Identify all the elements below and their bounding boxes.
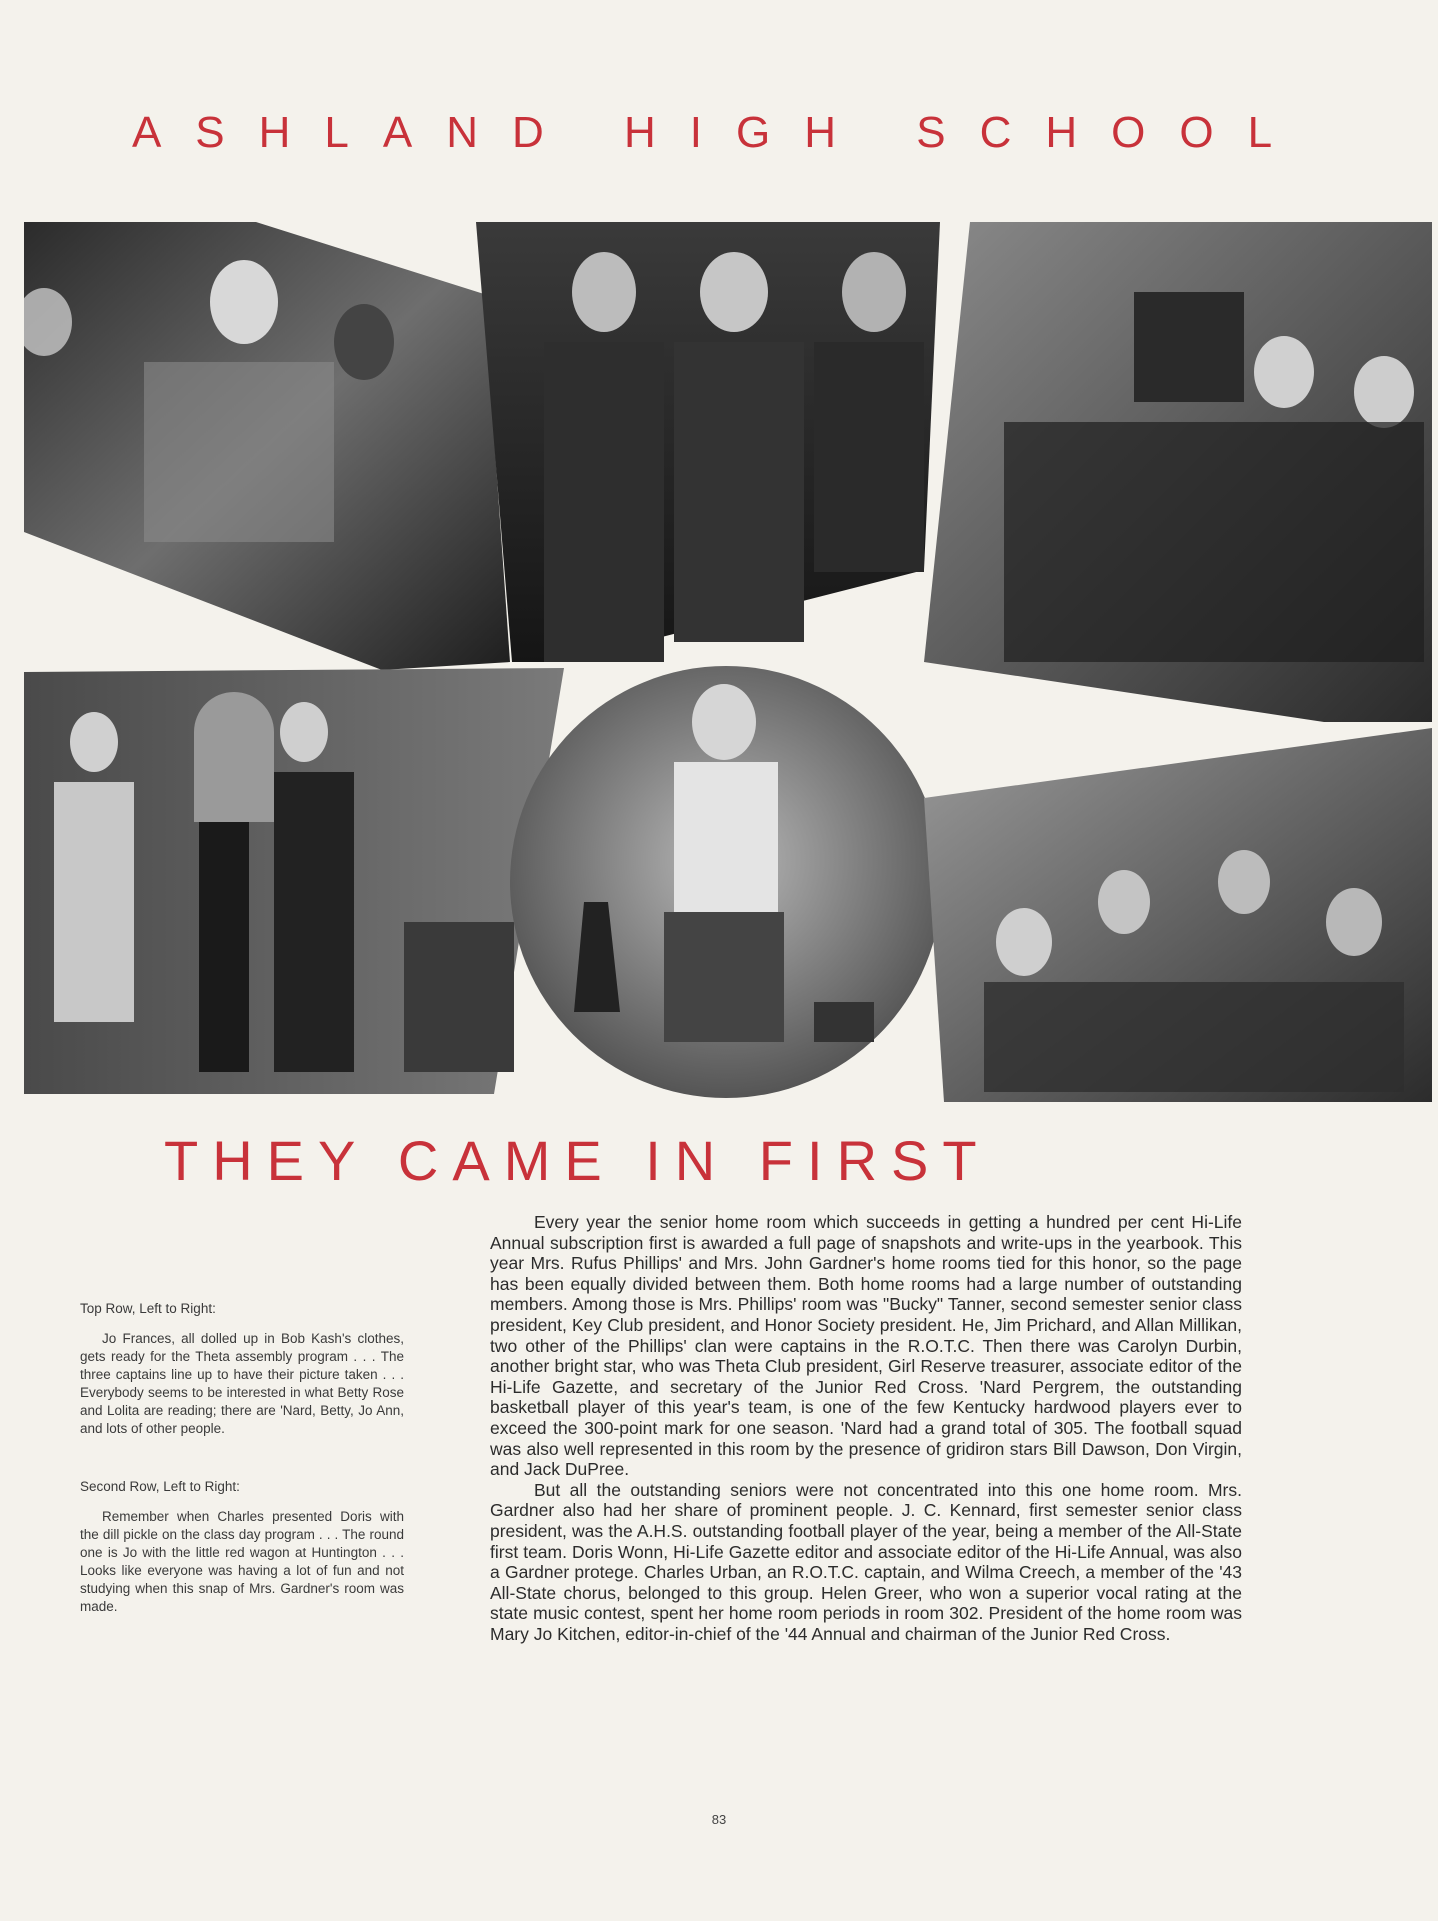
article-paragraph-2: But all the outstanding seniors were not concentrated into this one home room. Mrs. Gardner also had her share of prominent people. J. C. Kennard, first semester senior class president, was the A.H.S. outstanding football player of the year, being a member of the All-State first team. Doris Wonn, Hi-Life Gazette editor and associate editor of the Hi-Life Annual, was also a Gardner protege. Charles Urban, an R.O.T.C. captain, and Wilma Creech, a member of the '43 All-State chorus, belonged to this group. Helen Greer, who won a superior vocal rating at the state music contest, spent her home room periods in room 302. President of the home room was Mary Jo Kitchen, editor-in-chief of the '44 Annual and chairman of the Junior Red Cross. xyxy=(490,1479,1242,1644)
photo-second-center-round xyxy=(510,666,942,1098)
photo-collage xyxy=(24,222,1432,1102)
photo-top-center xyxy=(476,222,940,662)
article-paragraph-1: Every year the senior home room which succeeds in getting a hundred per cent Hi-Life Annual subscription first is awarded a full page of snapshots and write-ups in the yearbook. This year Mrs. Rufus Phillips' and Mrs. John Gardner's home rooms tied for this honor, so the page has been equally divided between them. Both home rooms had a large number of outstanding members. Among those is Mrs. Phillips' room was "Bucky" Tanner, second semester senior class president, Key Club president, and Honor Society president. He, Jim Prichard, and Allan Millikan, two other of the Phillips' clan were captains in the R.O.T.C. Then there was Carolyn Durbin, another bright star, who was Theta Club president, Girl Reserve treasurer, associate editor of the Hi-Life Gazette, and secretary of the Junior Red Cross. 'Nard Pergrem, the outstanding basketball player of this year's team, is one of the few Kentucky hardwood players ever to exceed the 300-point mark for one season. 'Nard had a grand total of 305. The football squad was also well represented in this room by the presence of gridiron stars Bill Dawson, Don Virgin, and Jack DuPree. xyxy=(490,1212,1242,1480)
page-header: ASHLAND HIGH SCHOOL xyxy=(131,108,1307,157)
photo-second-left xyxy=(24,668,564,1094)
top-row-caption-heading: Top Row, Left to Right: xyxy=(80,1301,216,1316)
page-number: 83 xyxy=(711,1812,727,1827)
photo-top-right xyxy=(924,222,1432,722)
second-row-caption-heading: Second Row, Left to Right: xyxy=(80,1479,240,1494)
photo-captions xyxy=(80,1300,404,1656)
top-row-caption-text: Jo Frances, all dolled up in Bob Kash's clothes, gets ready for the Theta assembly program . . . The three captains line up to have their picture taken . . . Everybody seems to be interested in what Betty Rose and Lolita are reading; there are 'Nard, Betty, Jo Ann, and lots of other people. xyxy=(80,1331,404,1436)
photo-top-left xyxy=(24,222,510,670)
second-row-caption-text: Remember when Charles presented Doris with the dill pickle on the class day program . . . The round one is Jo with the little red wagon at Huntington . . . Looks like everyone was having a lot of fun and not studying when this snap of Mrs. Gardner's room was made. xyxy=(80,1509,404,1614)
photo-second-right xyxy=(924,728,1432,1102)
headline: THEY CAME IN FIRST xyxy=(164,1129,991,1192)
article-body xyxy=(490,1212,1242,1644)
